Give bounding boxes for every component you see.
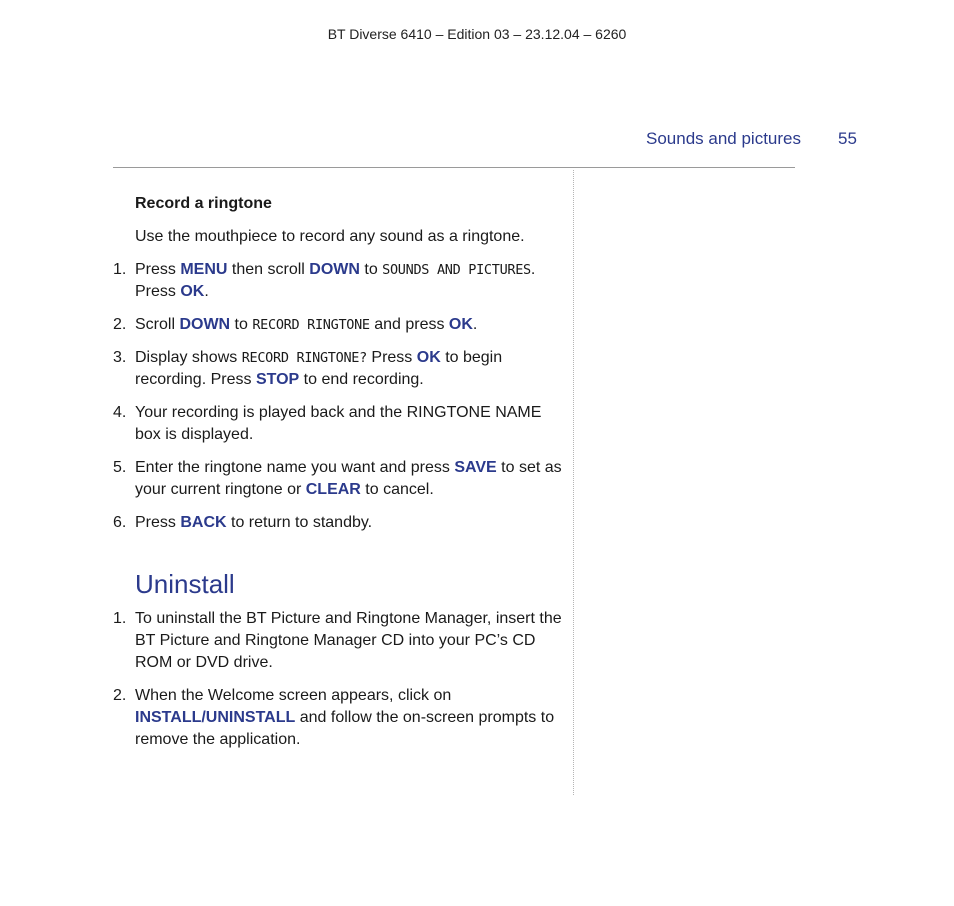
- key-save: SAVE: [454, 459, 497, 476]
- key-down: DOWN: [309, 261, 360, 278]
- record-steps: [113, 259, 563, 534]
- step-number: 2.: [113, 687, 127, 704]
- list-item: 3. Display shows RECORD RINGTONE? Press OK to begin recording. Press STOP to end recording.: [113, 349, 503, 388]
- key-menu: MENU: [180, 261, 228, 278]
- step-number: 2.: [113, 316, 127, 333]
- main-column: [113, 193, 563, 762]
- record-intro: Use the mouthpiece to record any sound as a ringtone.: [135, 228, 525, 245]
- header-rule: [113, 167, 795, 168]
- step-number: 1.: [113, 261, 127, 278]
- uninstall-heading: Uninstall: [135, 569, 235, 599]
- list-item: 1. Press MENU then scroll DOWN to SOUNDS AND PICTURES. Press OK.: [113, 261, 536, 300]
- list-item: 2. Scroll DOWN to RECORD RINGTONE and press OK.: [113, 314, 563, 336]
- key-install-uninstall: INSTALL/UNINSTALL: [135, 709, 296, 726]
- display-text: SOUNDS AND PICTURES: [382, 262, 531, 278]
- list-item: 2. When the Welcome screen appears, click on INSTALL/UNINSTALL and follow the on-screen prompts to remove the application.: [113, 687, 555, 748]
- step-number: 3.: [113, 349, 127, 366]
- key-clear: CLEAR: [305, 481, 361, 498]
- key-stop: STOP: [255, 371, 300, 388]
- list-item: 1. To uninstall the BT Picture and Ringtone Manager, insert the BT Picture and Ringtone Manager CD into your PC’s CD ROM or DVD drive.: [113, 610, 562, 671]
- list-item: 6. Press BACK to return to standby.: [113, 512, 563, 534]
- page-number: 55: [838, 129, 857, 148]
- key-back: BACK: [180, 514, 227, 531]
- display-text: RECORD RINGTONE?: [241, 350, 367, 366]
- record-ringtone-heading: Record a ringtone: [135, 195, 272, 212]
- column-divider: [573, 170, 574, 795]
- step-number: 6.: [113, 514, 127, 531]
- section-title: Sounds and pictures: [646, 129, 801, 148]
- step-number: 4.: [113, 404, 127, 421]
- document-header: BT Diverse 6410 – Edition 03 – 23.12.04 – 6260: [327, 26, 627, 42]
- list-item: 4. Your recording is played back and the RINGTONE NAME box is displayed.: [113, 404, 542, 443]
- step-number: 1.: [113, 610, 127, 627]
- uninstall-steps: [113, 608, 563, 751]
- key-ok: OK: [448, 316, 473, 333]
- list-item: 5. Enter the ringtone name you want and press SAVE to set as your current ringtone or CLEAR to cancel.: [113, 459, 562, 498]
- display-text: RECORD RINGTONE: [252, 317, 370, 333]
- step-number: 5.: [113, 459, 127, 476]
- key-ok: OK: [416, 349, 441, 366]
- key-ok: OK: [180, 283, 205, 300]
- key-down: DOWN: [179, 316, 231, 333]
